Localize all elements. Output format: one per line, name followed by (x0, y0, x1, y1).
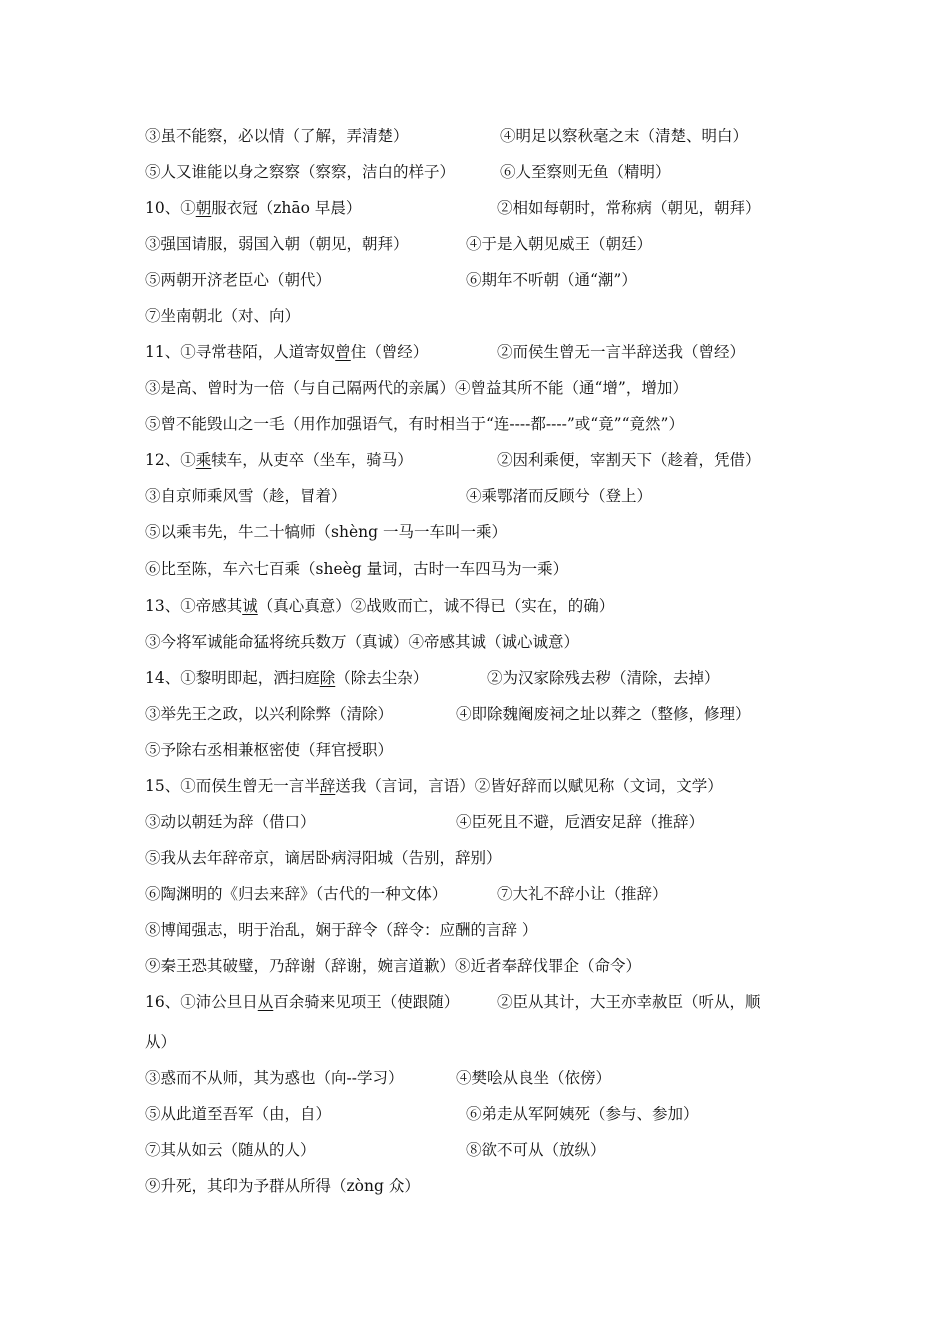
text-line: ⑤曾不能毁山之一毛（用作加强语气，有时相当于“连----都----”或“竟”“竟然”） (145, 415, 684, 433)
text-line-second-column: ④于是入朝见威王（朝廷） (466, 235, 653, 253)
text-line: ③惑而不从师，其为惑也（向--学习） (145, 1069, 404, 1087)
text-line: ⑤予除右丞相兼枢密使（拜官授职） (145, 741, 394, 759)
text-line-second-column: ④明足以察秋毫之末（清楚、明白） (500, 127, 749, 145)
text-line-second-column: ②为汉家除残去秽（清除，去掉） (487, 669, 720, 687)
text-line: ③动以朝廷为辞（借口） (145, 813, 316, 831)
text-line: ⑨升死，其印为予群从所得（zòng 众） (145, 1177, 420, 1195)
text-line-second-column: ④樊哙从良坐（依傍） (456, 1069, 612, 1087)
text-line-second-column: ④乘鄂渚而反顾兮（登上） (466, 487, 653, 505)
text-line-second-column: ⑥弟走从军阿姨死（参与、参加） (466, 1105, 699, 1123)
text-line: ⑦其从如云（随从的人） (145, 1141, 316, 1159)
headword-underlined: 除 (319, 669, 336, 687)
text-line: ⑦坐南朝北（对、向） (145, 307, 301, 325)
text-line: ⑥陶渊明的《归去来辞》（古代的一种文体） (145, 885, 448, 903)
text-line: ⑧博闻强志，明于治乱，娴于辞令（辞令：应酬的言辞 ） (145, 921, 538, 939)
text-line: ③强国请服，弱国入朝（朝见，朝拜） (145, 235, 409, 253)
entry-heading-11: 11、①寻常巷陌，人道寄奴曾住（曾经） (145, 343, 429, 361)
text-line: ⑨秦王恐其破璧，乃辞谢（辞谢，婉言道歉）⑧近者奉辞伐罪企（命令） (145, 957, 642, 975)
text-line: ⑤两朝开济老臣心（朝代） (145, 271, 332, 289)
text-line-second-column: ⑧欲不可从（放纵） (466, 1141, 606, 1159)
entry-heading-12: 12、①乘犊车，从吏卒（坐车，骑马） (145, 451, 413, 469)
entry-heading-13: 13、①帝感其诚（真心真意）②战败而亡，诚不得已（实在，的确） (145, 597, 615, 615)
text-line: ⑤人又谁能以身之察察（察察，洁白的样子） (145, 163, 456, 181)
text-line: ③是高、曾时为一倍（与自己隔两代的亲属）④曾益其所不能（通“增”，增加） (145, 379, 688, 397)
text-line: ⑥比至陈，车六七百乘（sheèg 量词，古时一车四马为一乘） (145, 560, 569, 578)
headword-underlined: 从 (257, 993, 274, 1011)
text-line: ⑤从此道至吾军（由，自） (145, 1105, 332, 1123)
text-line-second-column: ②相如每朝时，常称病（朝见，朝拜） (497, 199, 761, 217)
text-line: ③举先王之政，以兴利除弊（清除） (145, 705, 394, 723)
entry-heading-10: 10、①朝服衣冠（zhāo 早晨） (145, 199, 362, 217)
text-line: 从） (145, 1033, 177, 1051)
headword-underlined: 诚 (242, 597, 258, 615)
text-line: ⑤以乘韦先，牛二十犒师（shèng 一马一车叫一乘） (145, 523, 507, 541)
text-line-second-column: ⑥期年不听朝（通“潮”） (466, 271, 637, 289)
text-line: ③今将军诚能命猛将统兵数万（真诚）④帝感其诚（诚心诚意） (145, 633, 580, 651)
text-line-second-column: ⑥人至察则无鱼（精明） (500, 163, 671, 181)
headword-underlined: 曾 (335, 343, 351, 361)
text-line: ③虽不能察，必以情（了解，弄清楚） (145, 127, 409, 145)
text-line: ⑤我从去年辞帝京，谪居卧病浔阳城（告别，辞别） (145, 849, 502, 867)
text-line-second-column: ④即除魏阉废祠之址以葬之（整修，修理） (456, 705, 751, 723)
text-line-second-column: ②臣从其计，大王亦幸赦臣（听从，顺 (497, 993, 761, 1011)
entry-heading-14: 14、①黎明即起，洒扫庭除（除去尘杂） (145, 669, 429, 687)
entry-heading-16: 16、①沛公旦日从百余骑来见项王（使跟随） (145, 993, 460, 1011)
text-line-second-column: ②而侯生曾无一言半辞送我（曾经） (497, 343, 746, 361)
headword-underlined: 辞 (319, 777, 336, 795)
text-line-second-column: ②因利乘便，宰割天下（趁着，凭借） (497, 451, 761, 469)
text-line: ③自京师乘风雪（趁，冒着） (145, 487, 347, 505)
entry-heading-15: 15、①而侯生曾无一言半辞送我（言词，言语）②皆好辞而以赋见称（文词，文学） (145, 777, 723, 795)
headword-underlined: 乘 (195, 451, 212, 469)
headword-underlined: 朝 (195, 199, 212, 217)
text-line-second-column: ⑦大礼不辞小让（推辞） (497, 885, 668, 903)
text-line-second-column: ④臣死且不避，卮酒安足辞（推辞） (456, 813, 705, 831)
